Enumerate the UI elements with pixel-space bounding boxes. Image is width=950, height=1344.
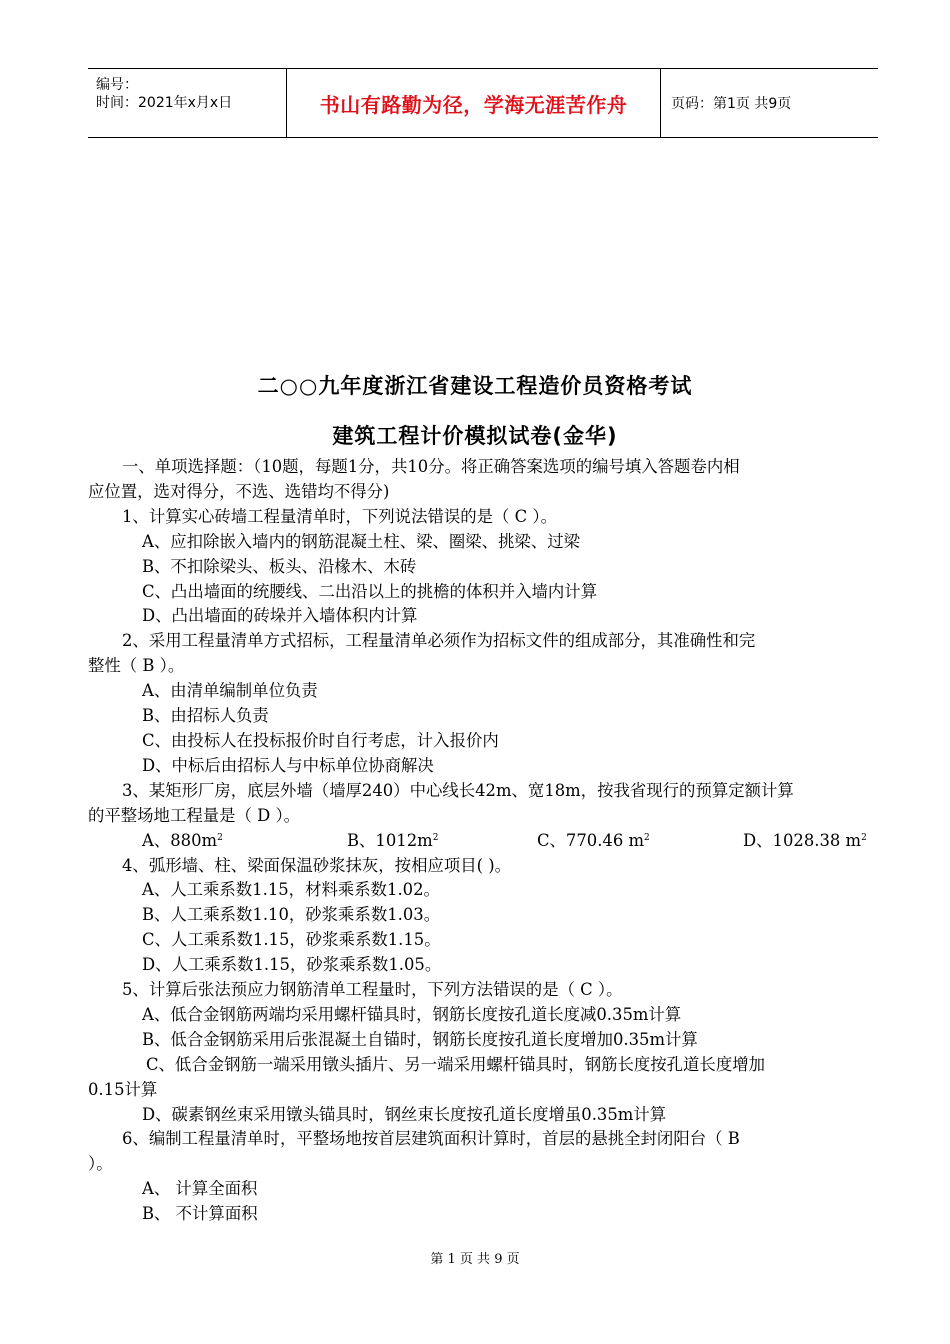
q2-option-a: A、由清单编制单位负责	[142, 681, 318, 701]
q5-option-d: D、碳素钢丝束采用镦头锚具时，钢丝束长度按孔道长度增虽0.35m计算	[142, 1104, 667, 1124]
q2-option-b: B、由招标人负责	[142, 706, 269, 726]
q3-option-d-text: D、1028.38 m	[743, 830, 862, 850]
header-motto: 书山有路勤为径，学海无涯苦作舟	[287, 69, 661, 137]
q3-options	[88, 829, 878, 854]
q4-stem: 4、弧形墙、柱、梁面保温砂浆抹灰，按相应项目( )。	[122, 855, 512, 875]
time-label: 时间：2021年x月x日	[96, 95, 233, 111]
section-heading-line2: 应位置，选对得分，不选、选错均不得分)	[88, 481, 390, 501]
q2-stem-line1: 2、采用工程量清单方式招标，工程量清单必须作为招标文件的组成部分，其准确性和完	[122, 631, 756, 651]
q4-option-c: C、人工乘系数1.15，砂浆乘系数1.15。	[142, 930, 441, 950]
exam-subtitle: 建筑工程计价模拟试卷(金华)	[332, 424, 618, 448]
q1-option-c: C、凸出墙面的统腰线、二出沿以上的挑檐的体积并入墙内计算	[142, 581, 598, 601]
number-label: 编号：	[96, 77, 138, 93]
q4-option-b: B、人工乘系数1.10，砂浆乘系数1.03。	[142, 905, 441, 925]
q1-stem: 1、计算实心砖墙工程量清单时，下列说法错误的是（ C ）。	[122, 506, 557, 526]
q5-option-c-line2: 0.15计算	[88, 1079, 158, 1099]
q3-option-c-sup: 2	[644, 832, 650, 843]
q3-option-a-sup: 2	[217, 832, 223, 843]
q6-stem-line1: 6、编制工程量清单时，平整场地按首层建筑面积计算时，首层的悬挑全封闭阳台（ B	[122, 1129, 740, 1149]
q3-option-c-text: C、770.46 m	[537, 830, 645, 850]
q5-option-a: A、低合金钢筋两端均采用螺杆锚具时，钢筋长度按孔道长度减0.35m计算	[142, 1004, 682, 1024]
q2-stem-line2: 整性（ B ）。	[88, 656, 185, 676]
q1-option-d: D、凸出墙面的砖垛并入墙体积内计算	[142, 606, 418, 626]
q3-option-b	[347, 829, 537, 854]
header-table	[88, 68, 878, 138]
q3-stem-line1: 3、某矩形厂房，底层外墙（墙厚240）中心线长42m、宽18m，按我省现行的预算定额计算	[122, 780, 794, 800]
q1-option-a: A、应扣除嵌入墙内的钢筋混凝土柱、梁、圈梁、挑梁、过梁	[142, 531, 580, 551]
q6-option-a: A、 计算全面积	[142, 1179, 258, 1199]
q3-option-d-sup: 2	[861, 832, 867, 843]
q5-stem: 5、计算后张法预应力钢筋清单工程量时，下列方法错误的是（ C ）。	[122, 980, 623, 1000]
section-heading-line1: 一、单项选择题：（10题，每题1分，共10分。将正确答案选项的编号填入答题卷内相	[122, 457, 740, 476]
q3-option-c	[537, 829, 743, 854]
q2-option-c: C、由投标人在投标报价时自行考虑，计入报价内	[142, 730, 499, 750]
q3-stem-line2: 的平整场地工程量是（ D ）。	[88, 805, 301, 825]
q3-option-d	[743, 829, 867, 854]
q4-option-a: A、人工乘系数1.15，材料乘系数1.02。	[142, 880, 440, 900]
q2-option-d: D、中标后由招标人与中标单位协商解决	[142, 755, 434, 775]
header-meta-cell	[88, 69, 287, 137]
q6-option-b: B、 不计算面积	[142, 1204, 258, 1224]
header-page-info: 页码：第1页 共9页	[671, 96, 792, 112]
q6-stem-line2: ）。	[88, 1154, 113, 1174]
q3-option-b-text: B、1012m	[347, 830, 433, 850]
q5-option-b: B、低合金钢筋采用后张混凝土自锚时，钢筋长度按孔道长度增加0.35m计算	[142, 1029, 698, 1049]
q5-option-c-line1: C、低合金钢筋一端采用镦头插片、另一端采用螺杆锚具时，钢筋长度按孔道长度增加	[146, 1054, 765, 1074]
page-footer: 第 1 页 共 9 页	[430, 1252, 520, 1267]
q3-option-a	[142, 829, 347, 854]
q1-option-b: B、不扣除梁头、板头、沿椽木、木砖	[142, 556, 417, 576]
q4-option-d: D、人工乘系数1.15，砂浆乘系数1.05。	[142, 955, 442, 975]
exam-body	[88, 455, 878, 1227]
q3-option-b-sup: 2	[432, 832, 439, 843]
exam-title: 二○○九年度浙江省建设工程造价员资格考试	[257, 374, 693, 398]
q3-option-a-text: A、880m	[142, 830, 218, 850]
